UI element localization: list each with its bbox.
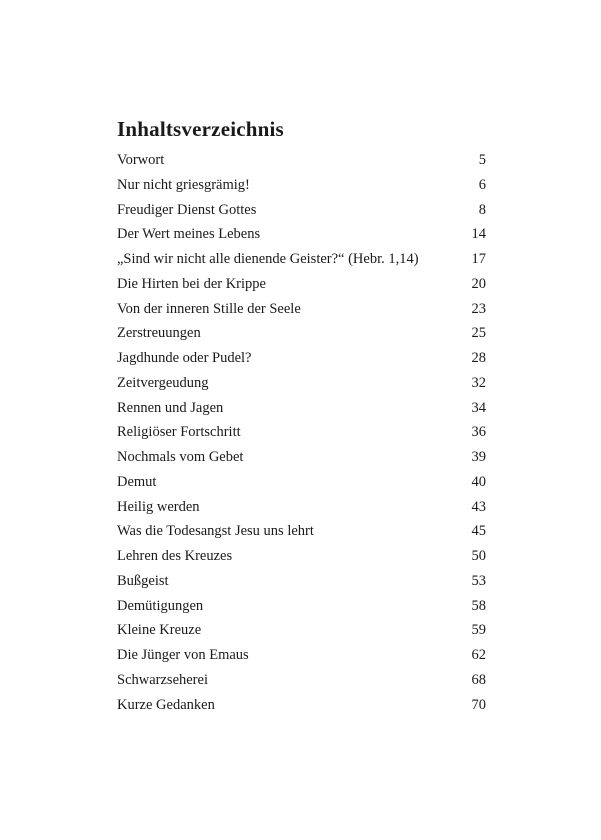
toc-entry-title: Religiöser Fortschritt	[117, 424, 241, 441]
toc-entry-page-number: 43	[471, 498, 486, 515]
toc-entry-title: Schwarzseherei	[117, 671, 208, 688]
toc-entry-page-number: 6	[478, 176, 486, 193]
toc-entry-title: Zerstreuungen	[117, 325, 201, 342]
toc-entry-title: Von der inneren Stille der Seele	[117, 300, 301, 317]
toc-list	[117, 148, 486, 717]
toc-entry-page-number: 59	[471, 622, 486, 639]
toc-entry-title: Was die Todesangst Jesu uns lehrt	[117, 523, 314, 540]
toc-entry-page-number: 58	[471, 597, 486, 614]
toc-entry-title: Demut	[117, 473, 157, 490]
toc-entry	[117, 173, 486, 198]
toc-entry-page-number: 17	[471, 251, 486, 267]
toc-entry	[117, 470, 486, 495]
toc-entry	[117, 569, 486, 594]
toc-entry-page-number: 45	[471, 523, 486, 540]
toc-entry-title: Die Jünger von Emaus	[117, 647, 249, 663]
toc-entry-title: Kleine Kreuze	[117, 622, 202, 639]
toc-entry-page-number: 14	[471, 226, 486, 243]
toc-entry	[117, 148, 486, 173]
toc-entry-page-number: 5	[478, 152, 486, 168]
toc-entry	[117, 420, 486, 445]
toc-entry	[117, 247, 486, 272]
toc-entry	[117, 544, 486, 569]
toc-entry-page-number: 39	[471, 449, 486, 465]
toc-entry-page-number: 36	[471, 424, 486, 441]
toc-entry	[117, 272, 486, 297]
toc-entry-page-number: 68	[471, 671, 486, 688]
toc-entry	[117, 297, 486, 322]
toc-entry-title: Demütigungen	[117, 597, 204, 614]
toc-heading: Inhaltsverzeichnis	[117, 117, 284, 141]
toc-entry	[117, 495, 486, 520]
toc-entry-title: Nochmals vom Gebet	[117, 449, 244, 465]
toc-entry-title: Rennen und Jagen	[117, 399, 224, 416]
toc-entry-page-number: 8	[478, 201, 486, 218]
toc-entry-page-number: 70	[471, 696, 486, 713]
toc-entry-page-number: 25	[471, 325, 486, 342]
toc-entry	[117, 594, 486, 619]
toc-entry-title: Lehren des Kreuzes	[117, 548, 233, 564]
toc-entry-title: Jagdhunde oder Pudel?	[117, 350, 252, 366]
toc-entry	[117, 693, 486, 718]
toc-entry-page-number: 53	[471, 572, 486, 589]
toc-entry-page-number: 28	[471, 350, 486, 366]
toc-entry	[117, 346, 486, 371]
toc-entry-title: Heilig werden	[117, 498, 200, 515]
toc-entry	[117, 445, 486, 470]
toc-entry	[117, 396, 486, 421]
toc-entry	[117, 371, 486, 396]
toc-entry-title: Vorwort	[117, 152, 165, 168]
toc-entry-page-number: 50	[471, 548, 486, 564]
toc-entry-page-number: 40	[471, 473, 486, 490]
toc-entry	[117, 198, 486, 223]
toc-entry-title: Die Hirten bei der Krippe	[117, 275, 266, 292]
toc-entry	[117, 668, 486, 693]
toc-entry-title: Freudiger Dienst Gottes	[117, 201, 257, 218]
toc-entry-title: Der Wert meines Lebens	[117, 226, 261, 243]
toc-entry-page-number: 20	[471, 275, 486, 292]
toc-entry-title: Nur nicht griesgrämig!	[117, 176, 250, 193]
toc-entry	[117, 618, 486, 643]
toc-entry	[117, 222, 486, 247]
toc-entry	[117, 643, 486, 668]
toc-entry	[117, 321, 486, 346]
toc-entry-title: Zeitvergeudung	[117, 374, 209, 391]
toc-entry-title: „Sind wir nicht alle dienende Geister?“ (Hebr. 1,14)	[117, 251, 419, 267]
toc-entry	[117, 519, 486, 544]
toc-entry-page-number: 32	[471, 374, 486, 391]
toc-entry-title: Kurze Gedanken	[117, 696, 215, 713]
toc-entry-page-number: 23	[471, 300, 486, 317]
toc-entry-page-number: 62	[471, 647, 486, 663]
toc-entry-title: Bußgeist	[117, 572, 169, 589]
toc-entry-page-number: 34	[471, 399, 486, 416]
